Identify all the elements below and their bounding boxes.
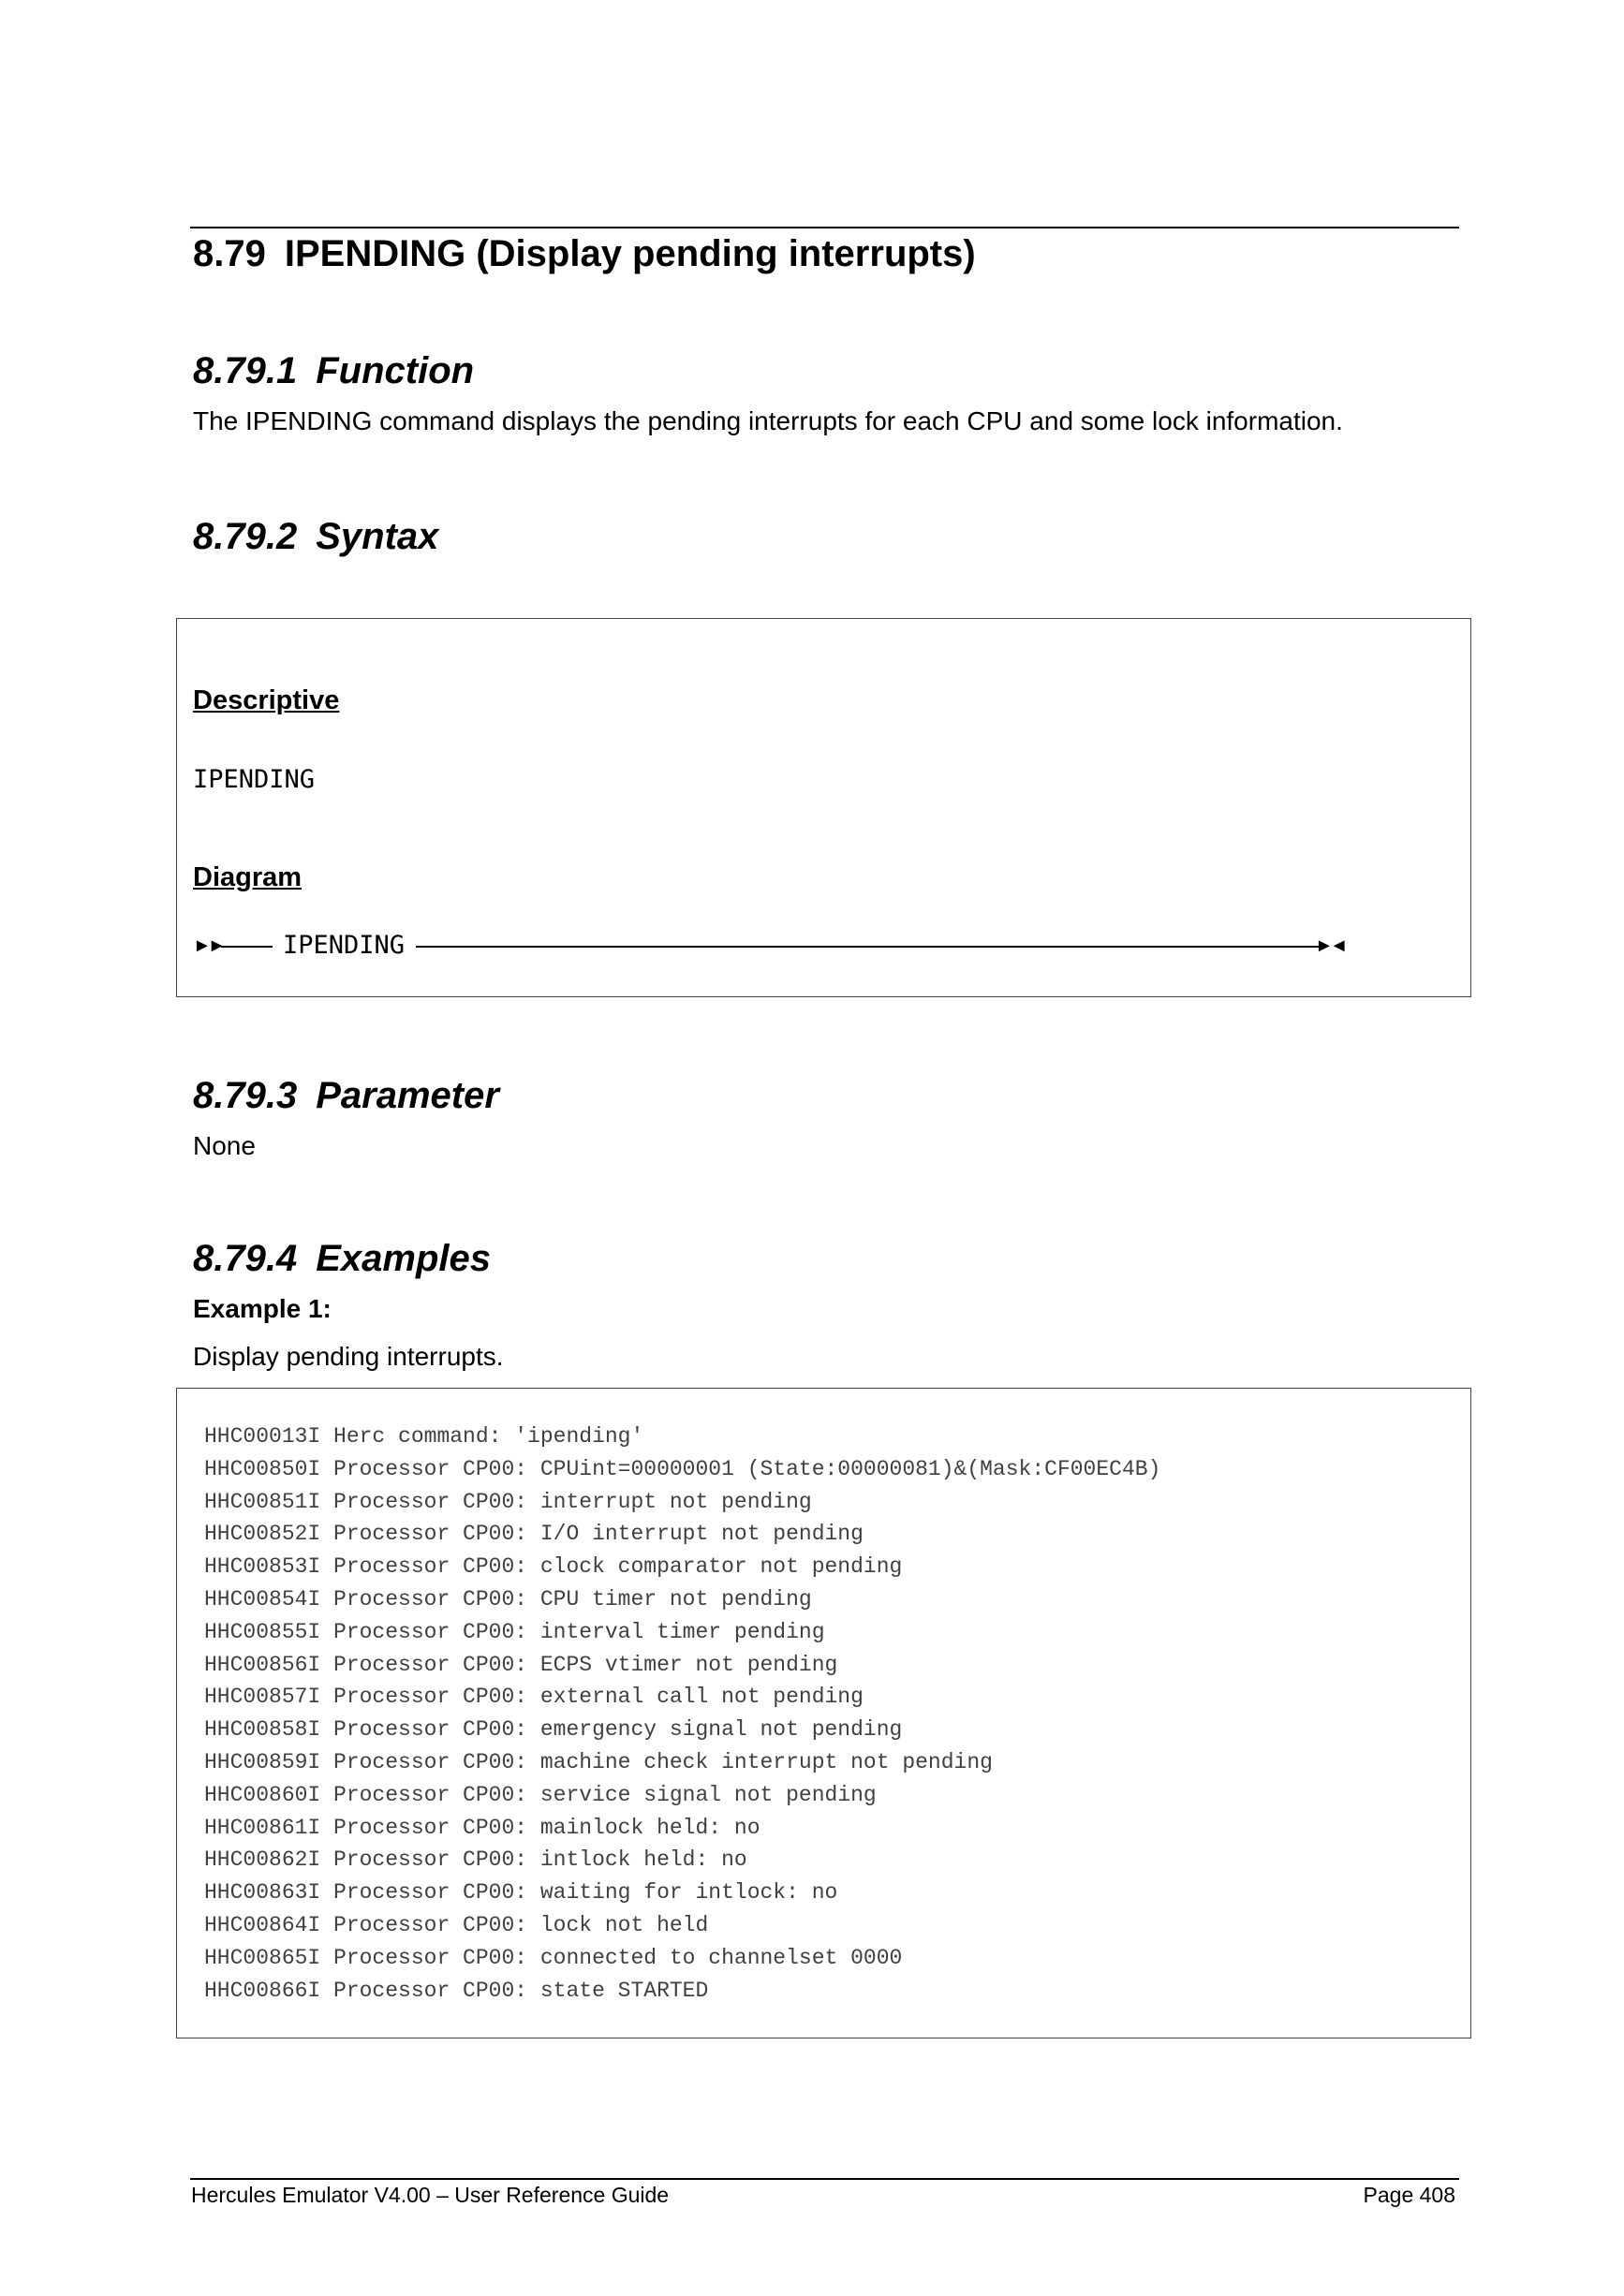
parameter-number: 8.79.3: [193, 1075, 298, 1116]
console-line: HHC00860I Processor CP00: service signal not pending: [204, 1782, 877, 1807]
footer-guide-title: Hercules Emulator V4.00 – User Reference Guide: [191, 2183, 670, 2207]
function-heading: [193, 345, 474, 397]
console-line: HHC00013I Herc command: 'ipending': [204, 1424, 644, 1449]
syntax-box: [176, 618, 1471, 997]
console-line: HHC00861I Processor CP00: mainlock held: no: [204, 1815, 760, 1840]
diagram-line-left: [221, 946, 273, 948]
diagram-keyword: IPENDING: [283, 931, 406, 960]
syntax-title: Syntax: [316, 516, 439, 557]
console-line: HHC00856I Processor CP00: ECPS vtimer not pending: [204, 1652, 838, 1677]
parameter-text: None: [193, 1131, 256, 1160]
section-number: 8.79: [193, 233, 266, 274]
console-line: HHC00853I Processor CP00: clock comparator not pending: [204, 1554, 903, 1580]
footer-page-number: Page 408: [1363, 2183, 1455, 2207]
examples-heading: [193, 1232, 491, 1285]
console-line: HHC00851I Processor CP00: interrupt not pending: [204, 1489, 812, 1514]
descriptive-label: Descriptive: [193, 685, 340, 715]
section-title: IPENDING (Display pending interrupts): [284, 233, 976, 274]
console-line: HHC00863I Processor CP00: waiting for intlock: no: [204, 1880, 838, 1906]
parameter-title: Parameter: [316, 1075, 499, 1116]
console-line: HHC00857I Processor CP00: external call not pending: [204, 1685, 864, 1710]
examples-number: 8.79.4: [193, 1238, 298, 1279]
section-heading: [193, 228, 976, 280]
parameter-heading: [193, 1069, 499, 1122]
diagram-end-arrows: ►◄: [1315, 935, 1345, 956]
function-number: 8.79.1: [193, 350, 298, 391]
diagram-label: Diagram: [193, 862, 303, 892]
descriptive-text: IPENDING: [193, 765, 316, 794]
example1-label: Example 1:: [193, 1294, 332, 1323]
syntax-diagram: [193, 930, 1354, 962]
console-line: HHC00866I Processor CP00: state STARTED: [204, 1978, 709, 2003]
diagram-start-arrows: ►►: [193, 935, 223, 956]
console-output-box: [176, 1388, 1471, 2038]
console-line: HHC00855I Processor CP00: interval timer pending: [204, 1619, 825, 1644]
function-text: The IPENDING command displays the pending interrupts for each CPU and some lock information.: [193, 406, 1343, 435]
console-line: HHC00862I Processor CP00: intlock held: no: [204, 1847, 747, 1873]
console-line: HHC00858I Processor CP00: emergency signal not pending: [204, 1717, 903, 1743]
example1-description: Display pending interrupts.: [193, 1342, 504, 1371]
console-line: HHC00854I Processor CP00: CPU timer not pending: [204, 1586, 812, 1612]
console-line: HHC00852I Processor CP00: I/O interrupt not pending: [204, 1522, 864, 1547]
diagram-line-right: [416, 946, 1321, 948]
console-lines: [204, 1420, 1160, 2007]
console-line: HHC00864I Processor CP00: lock not held: [204, 1912, 709, 1937]
console-line: HHC00865I Processor CP00: connected to channelset 0000: [204, 1945, 903, 1970]
syntax-number: 8.79.2: [193, 516, 298, 557]
examples-title: Examples: [316, 1238, 491, 1279]
console-line: HHC00859I Processor CP00: machine check interrupt not pending: [204, 1749, 993, 1774]
syntax-heading: [193, 510, 438, 563]
console-line: HHC00850I Processor CP00: CPUint=00000001 (State:00000081)&(Mask:CF00EC4B): [204, 1456, 1161, 1481]
function-title: Function: [316, 350, 475, 391]
